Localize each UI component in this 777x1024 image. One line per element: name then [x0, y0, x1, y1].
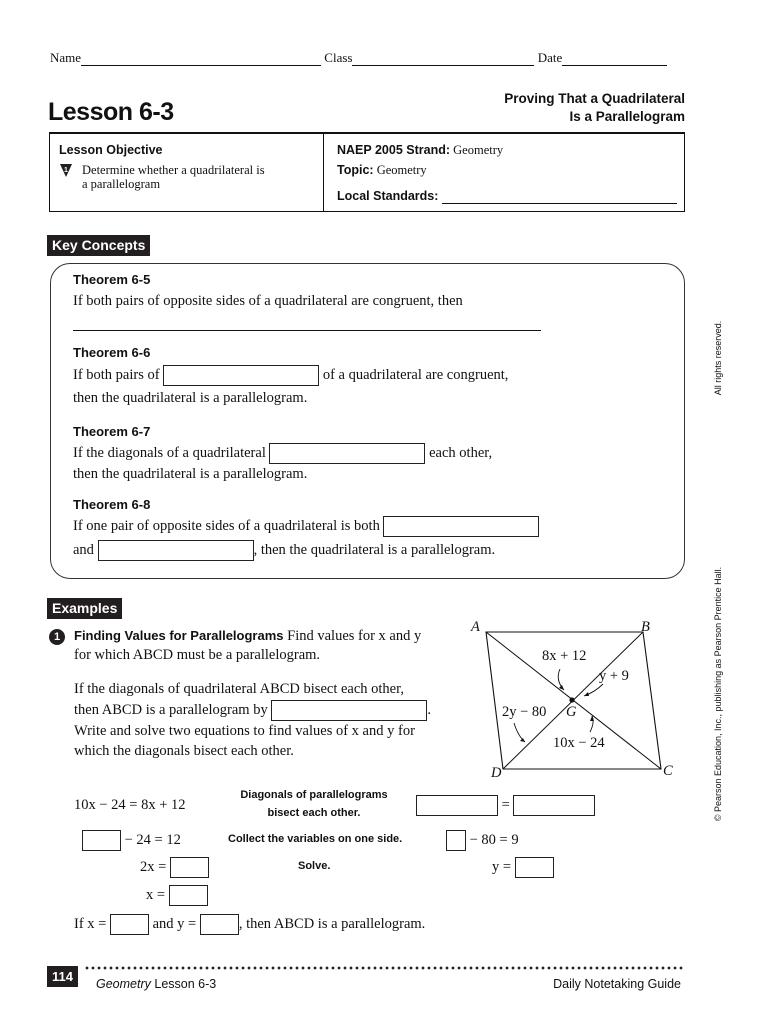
equation-3-pre: 2x =: [140, 858, 167, 875]
theorem-6-7-text: [73, 443, 492, 464]
equation-3-blank[interactable]: [170, 857, 209, 878]
equation-1b-blank-left[interactable]: [416, 795, 498, 816]
local-standards-field[interactable]: [442, 190, 677, 204]
conclusion-x-blank[interactable]: [110, 914, 149, 935]
vertex-a-label: A: [471, 619, 480, 635]
example-p2-pre: then ABCD is a parallelogram by: [74, 701, 268, 718]
theorem-6-8-title: Theorem 6-8: [73, 497, 151, 512]
vertex-b-label: B: [641, 619, 650, 635]
equation-4-blank[interactable]: [169, 885, 208, 906]
lesson-subtitle-2: Is a Parallelogram: [569, 109, 685, 124]
footer-dotted-rule: [84, 966, 684, 970]
page-number: 114: [47, 966, 78, 987]
note-1-line1: Diagonals of parallelograms: [240, 789, 388, 801]
equation-4-pre: x =: [146, 886, 166, 903]
theorem-6-6-blank[interactable]: [163, 365, 319, 386]
equation-4: [146, 885, 208, 906]
objective-heading: Lesson Objective: [59, 143, 163, 157]
arrow-2y-head: [520, 738, 525, 742]
date-label: Date: [537, 50, 563, 65]
naep-value: Geometry: [453, 143, 504, 157]
example-p3: Write and solve two equations to find values of x and y for: [74, 723, 415, 739]
example-p2: [74, 700, 431, 721]
objective-text-2: a parallelogram: [82, 177, 161, 191]
theorem-6-5-text: If both pairs of opposite sides of a quadrilateral are congruent, then: [73, 293, 463, 309]
conclusion-y-blank[interactable]: [200, 914, 239, 935]
theorem-6-6-post: of a quadrilateral are congruent,: [322, 366, 509, 383]
rights-text: All rights reserved.: [713, 320, 723, 396]
lesson-title: Lesson 6-3: [48, 98, 174, 126]
class-label: Class: [324, 50, 353, 65]
theorem-6-8-and: and: [73, 541, 94, 558]
segment-label-y9: y + 9: [599, 668, 629, 684]
topic-row: [337, 163, 427, 178]
objective-text-1: Determine whether a quadrilateral is: [82, 163, 265, 177]
theorem-6-6-pre: If both pairs of: [73, 366, 160, 383]
theorem-6-6-title: Theorem 6-6: [73, 345, 151, 360]
naep-row: [337, 143, 503, 158]
segment-label-10x: 10x − 24: [553, 735, 605, 751]
equation-3: [140, 857, 209, 878]
theorem-6-8-blank-2[interactable]: [98, 540, 254, 561]
theorem-6-7-post: each other,: [429, 444, 493, 461]
local-standards-row: [337, 189, 677, 204]
equation-2b: [446, 830, 519, 851]
example-p4: which the diagonals bisect each other.: [74, 743, 294, 759]
arrow-y9-head: [584, 692, 589, 696]
lesson-subtitle-1: Proving That a Quadrilateral: [504, 91, 685, 106]
equation-2-blank[interactable]: [82, 830, 121, 851]
theorem-6-8-blank-1[interactable]: [383, 516, 539, 537]
vertex-d-label: D: [491, 765, 502, 781]
footer-lesson: Lesson 6-3: [154, 977, 217, 991]
arrow-10x-head: [590, 716, 594, 721]
objective-divider: [323, 134, 324, 211]
theorem-6-7-line2: then the quadrilateral is a parallelogram.: [73, 466, 308, 482]
topic-value: Geometry: [376, 163, 427, 177]
footer-book: Geometry: [96, 977, 151, 991]
example-p2-post: .: [427, 701, 431, 718]
footer-right: Daily Notetaking Guide: [553, 977, 681, 991]
conclusion: [74, 914, 425, 935]
example-title: Finding Values for Parallelograms: [74, 628, 284, 643]
example-reason-blank[interactable]: [271, 700, 427, 721]
example-intro-2: for which ABCD must be a parallelogram.: [74, 647, 321, 663]
point-g-label: G: [566, 704, 577, 720]
equation-2: [82, 830, 181, 851]
theorem-6-5-title: Theorem 6-5: [73, 272, 151, 287]
equation-1b: [416, 795, 595, 816]
example-heading: [74, 628, 421, 645]
conclusion-post: , then ABCD is a parallelogram.: [238, 915, 426, 932]
equation-2-post: − 24 = 12: [124, 831, 181, 848]
objective-box: [49, 132, 685, 212]
naep-label: NAEP 2005 Strand:: [337, 143, 451, 157]
note-2: Collect the variables on one side.: [228, 833, 403, 845]
note-3: Solve.: [298, 860, 331, 872]
examples-chip: Examples: [47, 598, 122, 619]
footer-left: [96, 977, 216, 991]
equation-3b-blank[interactable]: [515, 857, 554, 878]
conclusion-mid: and y =: [152, 915, 197, 932]
segment-label-2y: 2y − 80: [502, 704, 547, 720]
theorem-6-6-text: [73, 365, 508, 386]
equation-1b-equals: =: [501, 796, 510, 813]
theorem-6-7-pre: If the diagonals of a quadrilateral: [73, 444, 266, 461]
theorem-6-8-text: [73, 516, 539, 537]
equation-1: 10x − 24 = 8x + 12: [74, 797, 186, 813]
note-1-line2: bisect each other.: [267, 807, 361, 819]
header-fields: [50, 50, 690, 66]
theorem-6-8-post: , then the quadrilateral is a parallelogram.: [253, 541, 496, 558]
segment-label-8x: 8x + 12: [542, 648, 587, 664]
theorem-6-5-answer-line[interactable]: [73, 330, 541, 331]
example-intro: Find values for x and y: [287, 628, 422, 644]
equation-3b: [492, 857, 554, 878]
example-number-badge: 1: [49, 629, 65, 645]
equation-2b-post: − 80 = 9: [469, 831, 519, 848]
name-field[interactable]: [81, 52, 321, 66]
local-standards-label: Local Standards:: [337, 189, 439, 203]
theorem-6-8-line2: [73, 540, 495, 561]
equation-1b-blank-right[interactable]: [513, 795, 595, 816]
conclusion-pre: If x =: [74, 915, 107, 932]
name-label: Name: [50, 50, 82, 65]
objective-marker-icon: [60, 164, 72, 177]
date-field[interactable]: [562, 52, 667, 66]
vertex-c-label: C: [663, 763, 673, 779]
key-concepts-chip: Key Concepts: [47, 235, 150, 256]
svg-text:1: 1: [64, 167, 68, 174]
point-g: [569, 697, 574, 702]
topic-label: Topic:: [337, 163, 374, 177]
equation-3b-pre: y =: [492, 858, 512, 875]
theorem-6-7-title: Theorem 6-7: [73, 424, 151, 439]
theorem-6-8-pre: If one pair of opposite sides of a quadrilateral is both: [73, 517, 380, 534]
copyright-text: © Pearson Education, Inc., publishing as Pearson Prentice Hall.: [713, 566, 723, 822]
parallelogram-figure: [460, 612, 690, 787]
theorem-6-6-line2: then the quadrilateral is a parallelogram.: [73, 390, 308, 406]
class-field[interactable]: [352, 52, 534, 66]
theorem-6-7-blank[interactable]: [269, 443, 425, 464]
equation-2b-blank[interactable]: [446, 830, 466, 851]
example-p1: If the diagonals of quadrilateral ABCD bisect each other,: [74, 681, 404, 697]
